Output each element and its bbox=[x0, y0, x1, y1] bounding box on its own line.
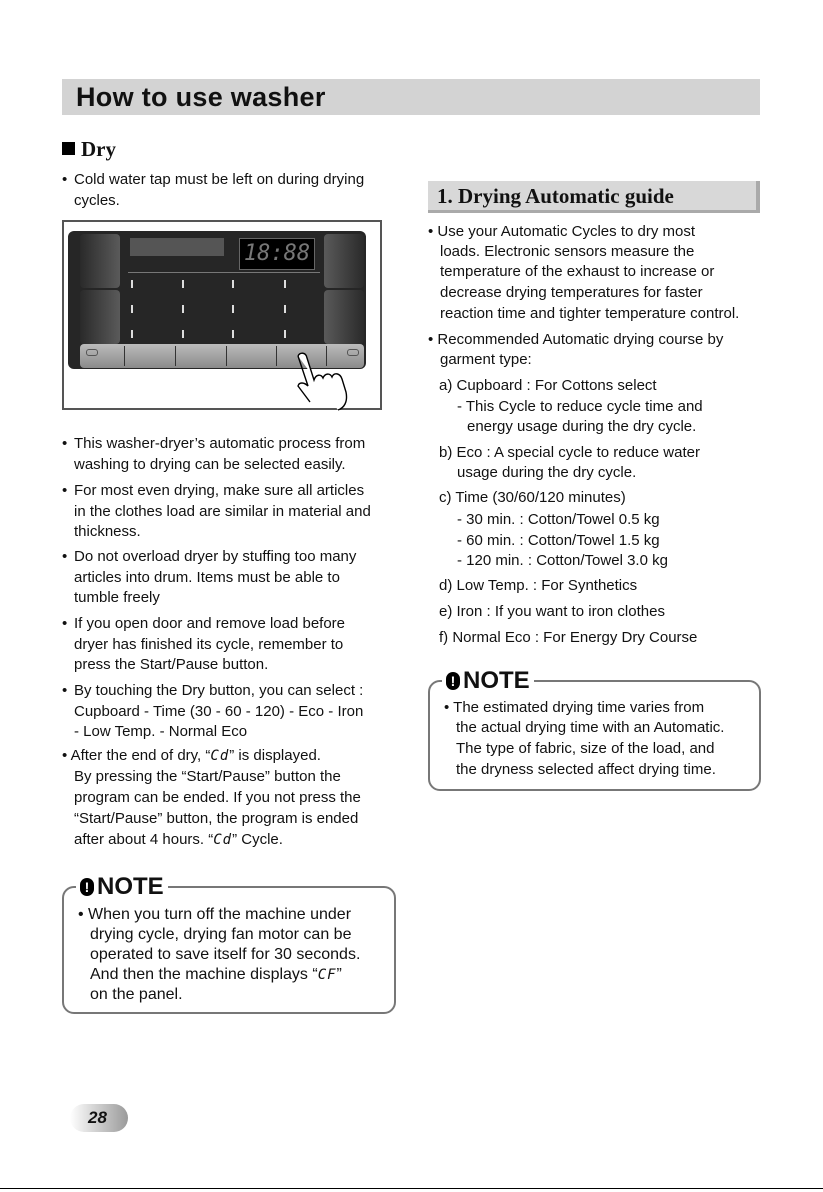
note-right-line-2: the actual drying time with an Automatic. bbox=[456, 719, 725, 736]
dry-bullet-4: • If you open door and remove load before dryer has finished its cycle, remember to press the Start/Pause button. bbox=[62, 615, 346, 673]
guide-item-a: a) Cupboard : For Cottons select bbox=[439, 377, 657, 394]
note-title-right: ! NOTE bbox=[442, 668, 534, 694]
bullet-dot: • bbox=[62, 615, 68, 632]
note-left-line-4: And then the machine displays “CF” bbox=[90, 966, 342, 983]
panel-indicator bbox=[232, 305, 234, 313]
dry-end-line-3: program can be ended. If you not press the bbox=[74, 789, 361, 806]
guide-item-b: b) Eco : A special cycle to reduce water bbox=[439, 444, 700, 461]
note-right-line-3: The type of fabric, size of the load, and bbox=[456, 740, 715, 757]
panel-left-upper-button bbox=[80, 234, 120, 288]
section-title-text: Dry bbox=[81, 137, 116, 161]
pointing-hand-icon bbox=[290, 352, 360, 412]
guide-item-d: d) Low Temp. : For Synthetics bbox=[439, 577, 638, 594]
bullet-dot: • bbox=[62, 435, 68, 452]
section-title-dry bbox=[62, 137, 116, 162]
dry-intro: • Cold water tap must be left on during drying cycles. bbox=[62, 171, 365, 209]
panel-indicator bbox=[182, 330, 184, 338]
guide-item-b-sub: usage during the dry cycle. bbox=[457, 464, 637, 481]
segment-display-code: CF bbox=[317, 967, 337, 983]
guide-b1-line-3: temperature of the exhaust to increase or bbox=[440, 263, 715, 280]
note-left-line-3: operated to save itself for 30 seconds. bbox=[90, 946, 361, 963]
note-right-line-4: the dryness selected affect drying time. bbox=[456, 761, 716, 778]
dry-bullet-3: • Do not overload dryer by stuffing too many articles into drum. Items must be able to tumble freely bbox=[62, 548, 357, 606]
bottom-rule bbox=[0, 1188, 823, 1189]
note-title-left: ! NOTE bbox=[76, 874, 168, 900]
panel-indicator bbox=[284, 280, 286, 288]
note-right-line-1: • The estimated drying time varies from bbox=[444, 699, 705, 716]
note-left-line-1: • When you turn off the machine under bbox=[78, 906, 352, 923]
bullet-dot: • bbox=[62, 548, 68, 565]
guide-item-c-sub-3: - 120 min. : Cotton/Towel 3.0 kg bbox=[457, 552, 668, 569]
panel-indicator bbox=[232, 330, 234, 338]
panel-button-divider bbox=[124, 346, 125, 366]
panel-indicator bbox=[232, 280, 234, 288]
panel-indicator bbox=[131, 305, 133, 313]
guide-item-a-sub-1: - This Cycle to reduce cycle time and bbox=[457, 398, 703, 415]
page-number-badge bbox=[70, 1104, 128, 1132]
bullet-dot: • bbox=[62, 682, 68, 699]
guide-b1-line-4: decrease drying temperatures for faster bbox=[440, 284, 703, 301]
guide-item-e: e) Iron : If you want to iron clothes bbox=[439, 603, 665, 620]
dry-end-line-1: • After the end of dry, “Cd” is displayed. bbox=[62, 747, 321, 764]
panel-divider bbox=[128, 272, 320, 273]
dry-bullet-1: • This washer-dryer’s automatic process from washing to drying can be selected easily. bbox=[62, 435, 366, 473]
note-left-line-5: on the panel. bbox=[90, 986, 183, 1003]
panel-indicator bbox=[284, 330, 286, 338]
page-header-bar bbox=[62, 79, 760, 115]
page-number: 28 bbox=[88, 1108, 107, 1127]
dry-end-line-4: “Start/Pause” button, the program is ended bbox=[74, 810, 359, 827]
dry-end-line-5: after about 4 hours. “Cd” Cycle. bbox=[74, 831, 283, 848]
bullet-dot: • bbox=[62, 171, 68, 188]
guide-b2-line-1: • Recommended Automatic drying course by bbox=[428, 331, 724, 348]
guide-b1-line-2: loads. Electronic sensors measure the bbox=[440, 243, 695, 260]
panel-led-left bbox=[86, 349, 98, 356]
segment-display-code: Cd bbox=[213, 832, 233, 848]
page-header-title: How to use washer bbox=[76, 82, 326, 112]
warning-icon: ! bbox=[80, 878, 94, 896]
guide-item-a-sub-2: energy usage during the dry cycle. bbox=[467, 418, 697, 435]
dry-bullet-5: • By touching the Dry button, you can select : Cupboard - Time (30 - 60 - 120) - Eco - Iron - Low Temp. - Normal Eco bbox=[62, 682, 364, 740]
panel-right-lower-button bbox=[324, 290, 364, 344]
guide-b1-line-1: • Use your Automatic Cycles to dry most bbox=[428, 223, 696, 240]
warning-icon: ! bbox=[446, 672, 460, 690]
guide-item-c-sub-1: - 30 min. : Cotton/Towel 0.5 kg bbox=[457, 511, 660, 528]
panel-digital-display: 18:88 bbox=[239, 238, 315, 270]
panel-indicator bbox=[182, 280, 184, 288]
panel-button-divider bbox=[276, 346, 277, 366]
panel-status-display bbox=[130, 238, 224, 256]
panel-right-upper-button bbox=[324, 234, 364, 288]
guide-item-c-sub-2: - 60 min. : Cotton/Towel 1.5 kg bbox=[457, 532, 660, 549]
panel-indicator bbox=[182, 305, 184, 313]
segment-display-code: Cd bbox=[210, 748, 230, 764]
note-left-line-2: drying cycle, drying fan motor can be bbox=[90, 926, 352, 943]
square-bullet-icon bbox=[62, 142, 75, 155]
panel-indicator bbox=[131, 280, 133, 288]
dry-end-line-2: By pressing the “Start/Pause” button the bbox=[74, 768, 341, 785]
panel-button-divider bbox=[226, 346, 227, 366]
guide-item-f: f) Normal Eco : For Energy Dry Course bbox=[439, 629, 698, 646]
dry-bullet-2: • For most even drying, make sure all articles in the clothes load are similar in material and thickness. bbox=[62, 482, 371, 540]
guide-b1-line-5: reaction time and tighter temperature control. bbox=[440, 305, 740, 322]
panel-button-divider bbox=[175, 346, 176, 366]
panel-indicator bbox=[284, 305, 286, 313]
guide-item-c: c) Time (30/60/120 minutes) bbox=[439, 489, 626, 506]
panel-indicator bbox=[131, 330, 133, 338]
bullet-dot: • bbox=[62, 482, 68, 499]
panel-left-lower-button bbox=[80, 290, 120, 344]
guide-title: 1. Drying Automatic guide bbox=[437, 184, 674, 208]
guide-b2-line-2: garment type: bbox=[440, 351, 532, 368]
